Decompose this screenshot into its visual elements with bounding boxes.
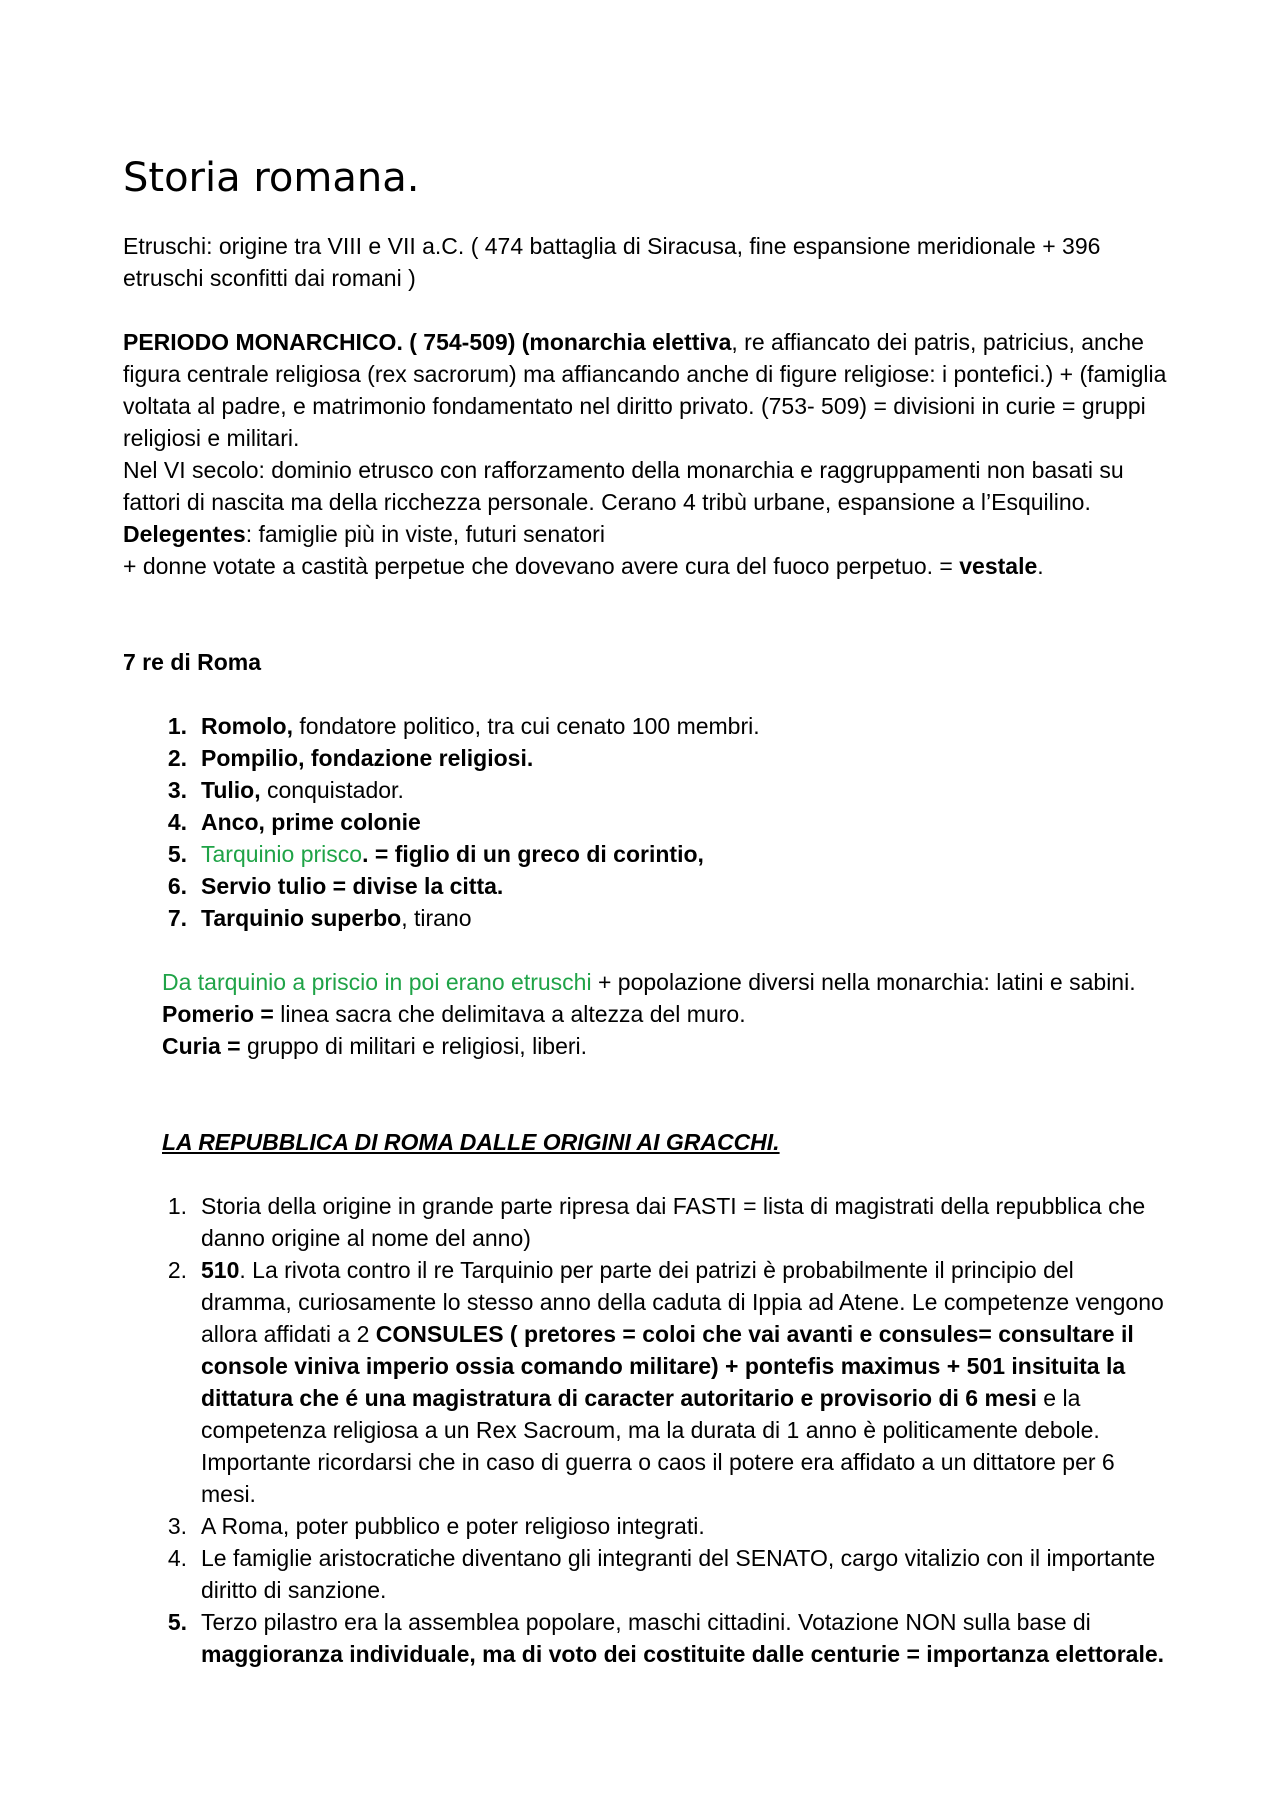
re-heading xyxy=(123,646,1168,678)
etruschi-note-highlight: Da tarquinio a priscio in poi erano etruschi xyxy=(162,969,592,995)
item-text: e la competenza religiosa a un Rex Sacroum, ma la durata di 1 anno è politicamente debole. Importante ricordarsi che in caso di guerra o caos il potere era affidato a un dittatore per 6 mesi. xyxy=(201,1385,1115,1507)
list-number: 6. xyxy=(167,873,187,899)
pomerio-text: linea sacra che delimitava a altezza del muro. xyxy=(273,1001,746,1027)
year-510: 510 xyxy=(201,1257,240,1283)
list-number: 3. xyxy=(167,777,187,803)
list-number: 1. xyxy=(167,1193,187,1219)
list-number: 4. xyxy=(167,1545,187,1571)
delegentes-label: Delegentes xyxy=(123,521,246,547)
list-number: 7. xyxy=(167,905,187,931)
king-desc: fondatore politico, tra cui cenato 100 membri. xyxy=(293,713,760,739)
vestale-word: vestale xyxy=(959,553,1038,579)
vestale-end: . xyxy=(1037,553,1044,579)
list-number: 5. xyxy=(167,1609,187,1635)
pomerio-note xyxy=(162,998,1168,1030)
item-text: A Roma, poter pubblico e poter religioso integrati. xyxy=(201,1513,705,1539)
re-heading-text: 7 re di Roma xyxy=(123,649,262,675)
monarchico-paragraph xyxy=(123,326,1168,454)
king-name: Romolo, xyxy=(201,713,293,739)
list-item xyxy=(123,806,1168,838)
list-number: 2. xyxy=(167,745,187,771)
vi-secolo-paragraph: Nel VI secolo: dominio etrusco con rafforzamento della monarchia e raggruppamenti non basati su fattori di nascita ma della ricchezza personale. Cerano 4 tribù urbane, espansione a l’Esquilino. xyxy=(123,457,1124,515)
king-name: Servio tulio = divise la citta. xyxy=(201,873,504,899)
list-item xyxy=(123,742,1168,774)
page-title: Storia romana. xyxy=(123,155,420,201)
monarchico-heading: PERIODO MONARCHICO. ( 754-509) (monarchia elettiva xyxy=(123,329,732,355)
king-name-highlight: Tarquinio prisco xyxy=(201,841,363,867)
monarchico-text: , re affiancato dei patris, patricius, anche figura centrale religiosa (rex sacrorum) ma affiancando anche di figure religiose: i pontefici.) + (famiglia voltata al padre, e matrimonio fondamentato nel diritto privato. (753- 509) = divisioni in curie = gruppi religiosi e militari. xyxy=(123,329,1167,451)
king-name: Pompilio, fondazione religiosi. xyxy=(201,745,534,771)
king-desc: conquistador. xyxy=(260,777,404,803)
item-text: Storia della origine in grande parte ripresa dai FASTI = lista di magistrati della repubblica che danno origine al nome del anno) xyxy=(201,1193,1146,1251)
list-item xyxy=(123,1606,1168,1670)
pomerio-label: Pomerio = xyxy=(162,1001,274,1027)
list-item xyxy=(123,1190,1168,1254)
king-name: Tarquinio superbo xyxy=(201,905,402,931)
item-text: . La rivota contro il re Tarquinio per parte dei patrizi è probabilmente il principio del dramma, curiosamente lo stesso anno della caduta di Ippia ad Atene. Le competenze vengono allora affidati a 2 xyxy=(201,1257,1164,1347)
delegentes-text: : famiglie più in viste, futuri senatori xyxy=(245,521,605,547)
king-name: Anco, prime colonie xyxy=(201,809,421,835)
item-text: Terzo pilastro era la assemblea popolare, maschi cittadini. Votazione NON sulla base di xyxy=(201,1609,1091,1635)
list-item xyxy=(123,1510,1168,1542)
list-item xyxy=(123,902,1168,934)
donne-text: + donne votate a castità perpetue che dovevano avere cura del fuoco perpetuo. = xyxy=(123,553,960,579)
item-bold-text: maggioranza individuale, ma di voto dei costituite dalle centurie = importanza elettorale. xyxy=(201,1641,1165,1667)
etruschi-note xyxy=(162,966,1168,998)
curia-label: Curia = xyxy=(162,1033,241,1059)
repubblica-heading xyxy=(123,1126,1168,1158)
list-item xyxy=(123,1542,1168,1606)
list-number: 2. xyxy=(167,1257,187,1283)
section-title: LA REPUBBLICA DI ROMA DALLE ORIGINI AI GRACCHI. xyxy=(162,1129,780,1155)
list-number: 1. xyxy=(167,713,187,739)
etruschi-note-text: + popolazione diversi nella monarchia: latini e sabini. xyxy=(591,969,1136,995)
curia-text: gruppo di militari e religiosi, liberi. xyxy=(240,1033,588,1059)
item-text: Le famiglie aristocratiche diventano gli integranti del SENATO, cargo vitalizio con il importante diritto di sanzione. xyxy=(201,1545,1156,1603)
list-item xyxy=(123,1254,1168,1510)
list-item xyxy=(123,838,1168,870)
list-number: 3. xyxy=(167,1513,187,1539)
curia-note xyxy=(162,1030,1168,1062)
etruschi-paragraph: Etruschi: origine tra VIII e VII a.C. ( 474 battaglia di Siracusa, fine espansione meridionale + 396 etruschi sconfitti dai romani ) xyxy=(123,233,1101,291)
list-item xyxy=(123,870,1168,902)
re-notes xyxy=(123,966,1168,1062)
document-body xyxy=(123,150,1168,1670)
list-item xyxy=(123,774,1168,806)
repubblica-list xyxy=(123,1190,1168,1670)
list-number: 4. xyxy=(167,809,187,835)
king-desc: . = figlio di un greco di corintio, xyxy=(362,841,704,867)
king-name: Tulio, xyxy=(201,777,261,803)
consules-text: CONSULES ( pretores = coloi che vai avanti e consules= consultare il console viniva imperio ossia comando militare) + pontefis maximus + 501 insituita la dittatura che é una magistratura di caracter autoritario e provisorio di 6 mesi xyxy=(201,1321,1134,1411)
re-list xyxy=(123,710,1168,934)
king-desc: , tirano xyxy=(401,905,472,931)
vestale-paragraph xyxy=(123,550,1168,582)
list-item xyxy=(123,710,1168,742)
list-number: 5. xyxy=(167,841,187,867)
delegentes-paragraph xyxy=(123,518,1168,550)
